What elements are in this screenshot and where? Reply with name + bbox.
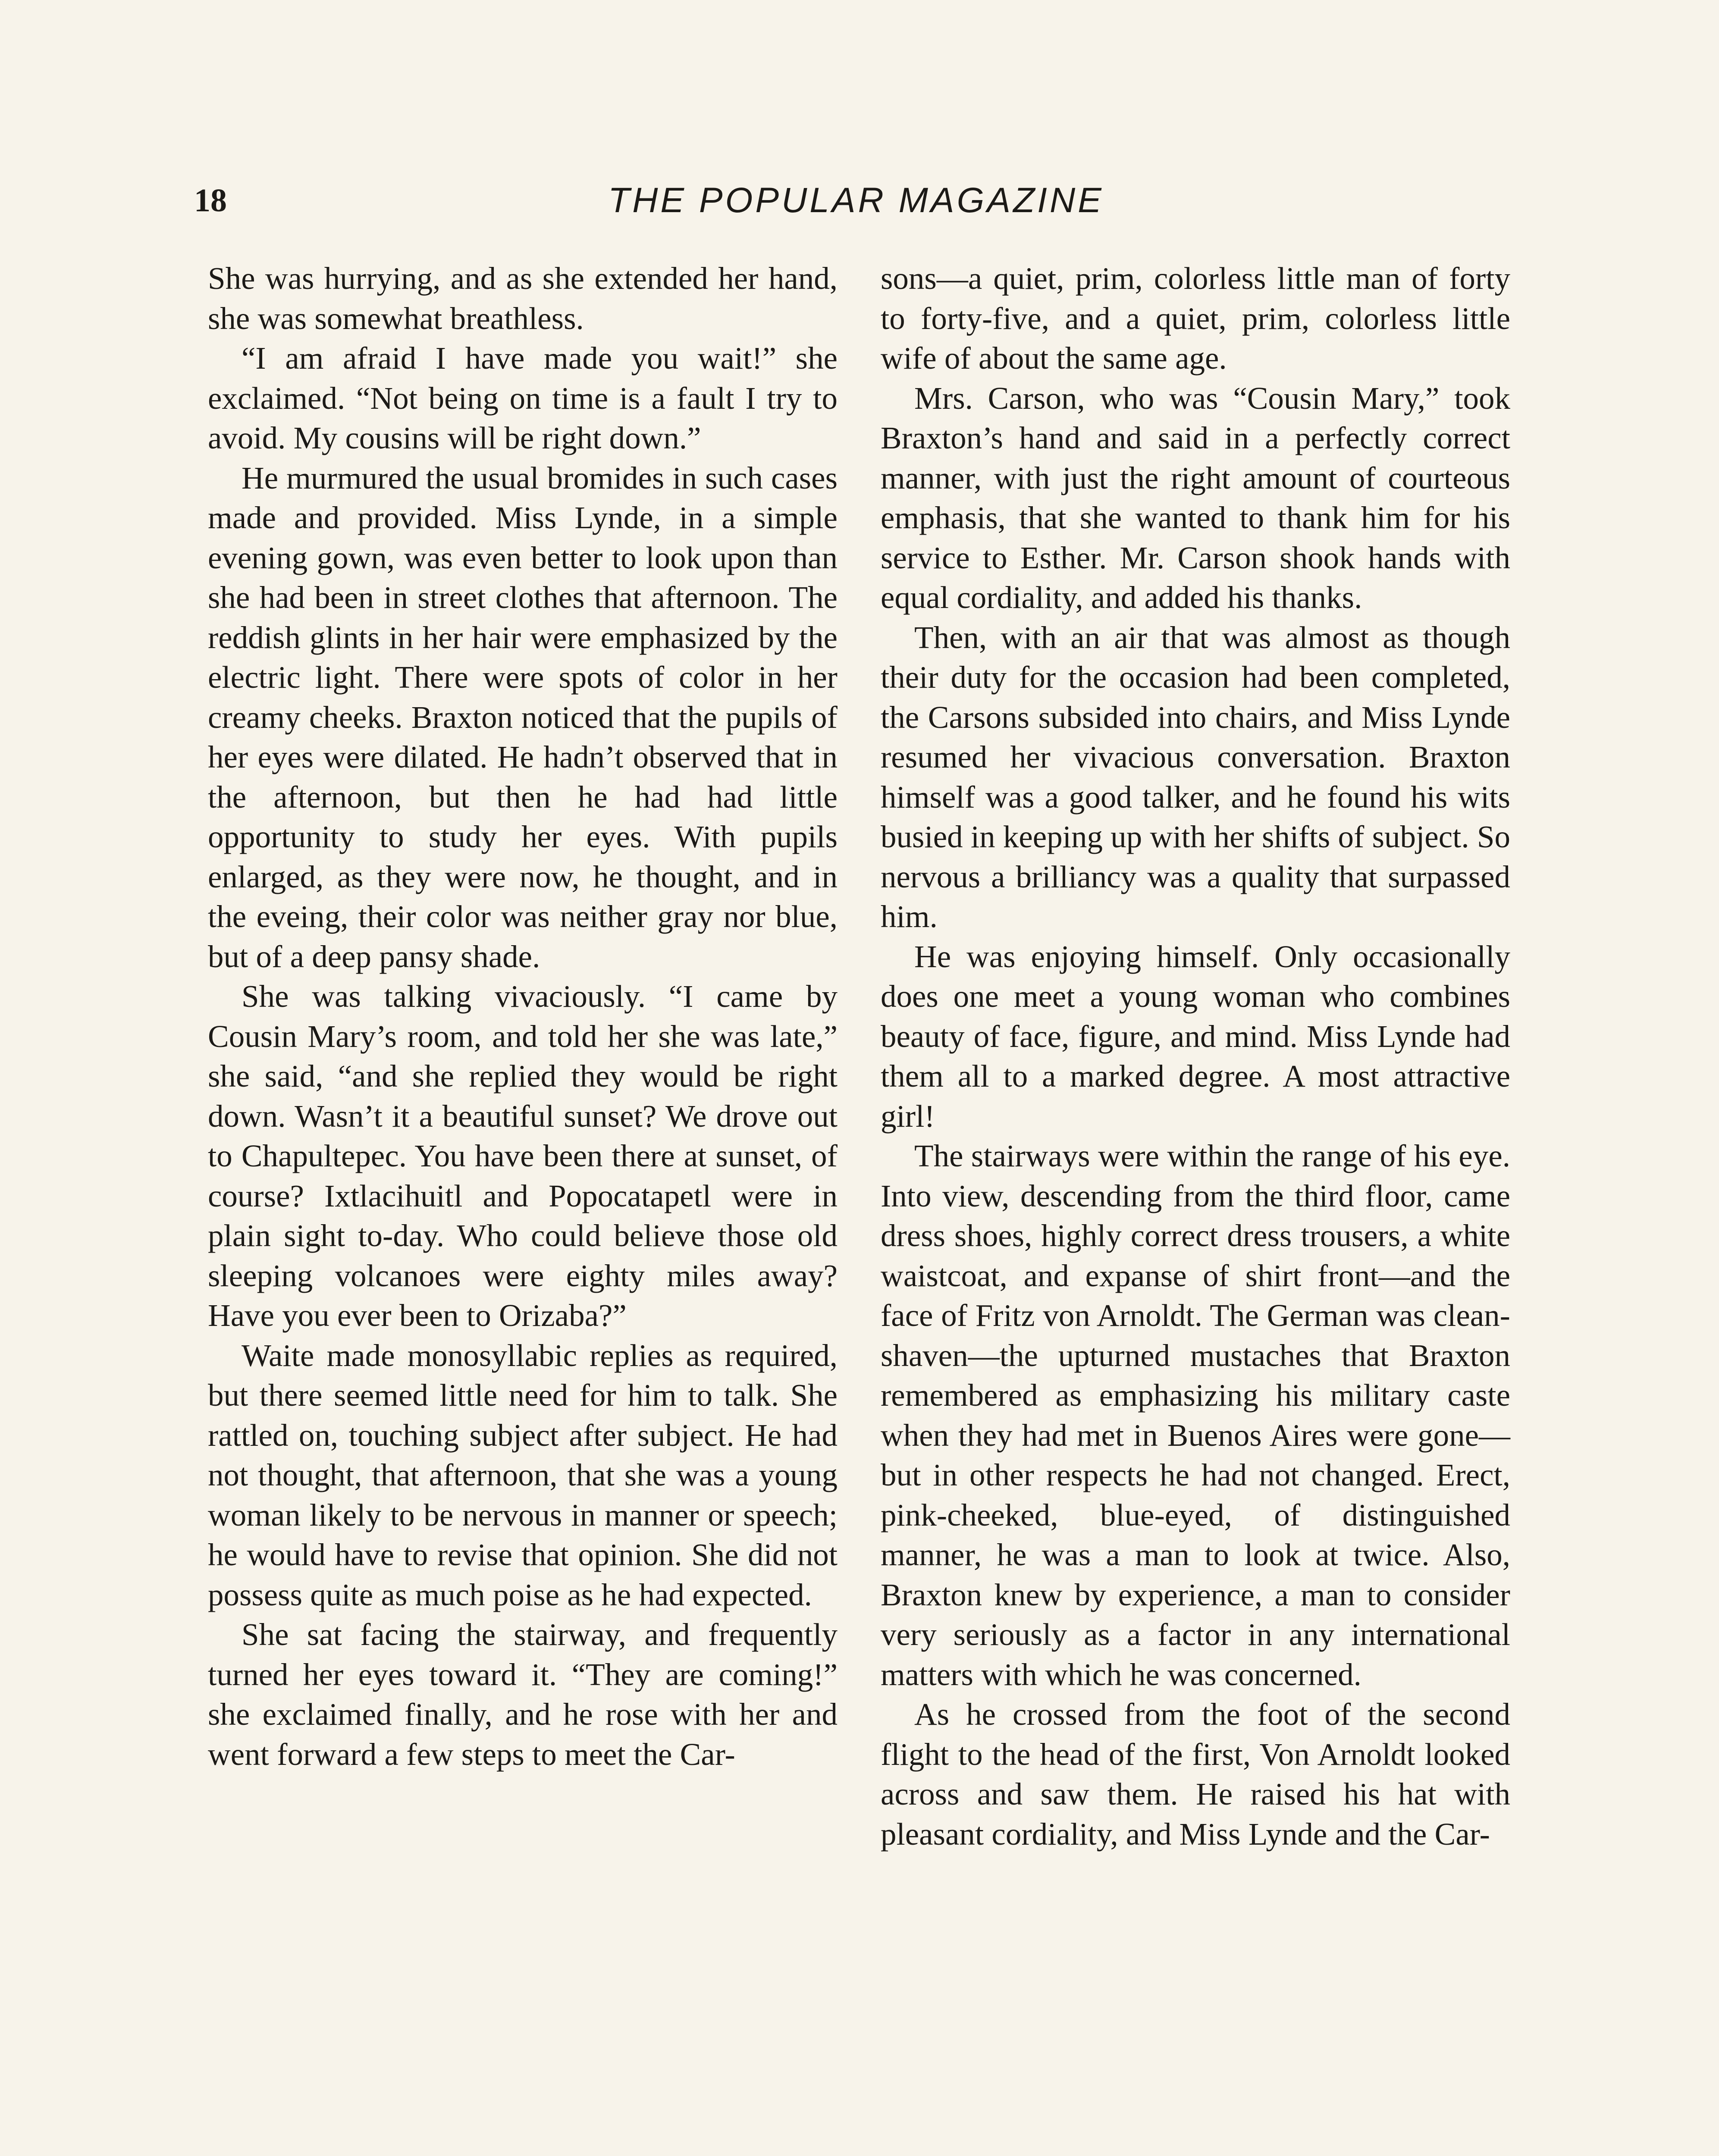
- page-header: [194, 175, 1518, 226]
- paragraph: Waite made monosyllabic replies as required, but there seemed little need for him to talk. She rattled on, touching subject after subject. He had not thought, that afternoon, that she was a young woman likely to be nervous in manner or speech; he would have to revise that opinion. She did not possess quite as much poise as he had expected.: [208, 1338, 838, 1612]
- paragraph: sons—a quiet, prim, colorless little man of forty to forty-five, and a quiet, prim, colorless little wife of about the same age.: [881, 261, 1510, 376]
- paragraph: As he crossed from the foot of the second flight to the head of the first, Von Arnoldt looked across and saw them. He raised his hat with pleasant cordiality, and Miss Lynde and the Car-: [881, 1697, 1510, 1852]
- paragraph: She was hurrying, and as she extended her hand, she was somewhat breathless.: [208, 261, 838, 336]
- paragraph: Then, with an air that was almost as though their duty for the occasion had been completed, the Carsons subsided into chairs, and Miss Lynde resumed her vivacious conversation. Braxton himself was a good talker, and he found his wits busied in keeping up with her shifts of subject. So nervous a brilliancy was a quality that surpassed him.: [881, 620, 1510, 934]
- running-title: THE POPULAR MAGAZINE: [608, 181, 1104, 220]
- paragraph: “I am afraid I have made you wait!” she exclaimed. “Not being on time is a fault I try to avoid. My cousins will be right down.”: [208, 341, 838, 455]
- page-number: 18: [194, 182, 227, 219]
- paragraph: Mrs. Carson, who was “Cousin Mary,” took Braxton’s hand and said in a perfectly correct manner, with just the right amount of courteous emphasis, that she wanted to thank him for his service to Esther. Mr. Carson shook hands with equal cordiality, and added his thanks.: [881, 380, 1510, 615]
- paragraph: The stairways were within the range of his eye. Into view, descending from the third floor, came dress shoes, highly correct dress trousers, a white waistcoat, and expanse of shirt front—and the face of Fritz von Arnoldt. The German was clean-shaven—the upturned mustaches that Braxton remembered as emphasizing his military caste when they had met in Buenos Aires were gone—but in other respects he had not changed. Erect, pink-cheeked, blue-eyed, of distinguished manner, he was a man to look at twice. Also, Braxton knew by experience, a man to consider very seriously as a factor in any international matters with which he was concerned.: [881, 1138, 1510, 1692]
- paragraph: He was enjoying himself. Only occasionally does one meet a young woman who combines beauty of face, figure, and mind. Miss Lynde had them all to a marked degree. A most attractive girl!: [881, 939, 1510, 1134]
- paragraph: He murmured the usual bromides in such cases made and provided. Miss Lynde, in a simple evening gown, was even better to look upon than she had been in street clothes that afternoon. The reddish glints in her hair were emphasized by the electric light. There were spots of color in her creamy cheeks. Braxton noticed that the pupils of her eyes were dilated. He hadn’t observed that in the afternoon, but then he had had little opportunity to study her eyes. With pupils enlarged, as they were now, he thought, and in the eveing, their color was neither gray nor blue, but of a deep pansy shade.: [208, 460, 838, 974]
- left-column: [208, 259, 838, 1774]
- paragraph: She sat facing the stairway, and frequently turned her eyes toward it. “They are coming!” she exclaimed finally, and he rose with her and went forward a few steps to meet the Car-: [208, 1617, 838, 1772]
- paragraph: She was talking vivaciously. “I came by Cousin Mary’s room, and told her she was late,” she said, “and she replied they would be right down. Wasn’t it a beautiful sunset? We drove out to Chapultepec. You have been there at sunset, of course? Ixtlacihuitl and Popocatapetl were in plain sight to-day. Who could believe those old sleeping volcanoes were eighty miles away? Have you ever been to Orizaba?”: [208, 979, 838, 1333]
- right-column: [881, 259, 1510, 1854]
